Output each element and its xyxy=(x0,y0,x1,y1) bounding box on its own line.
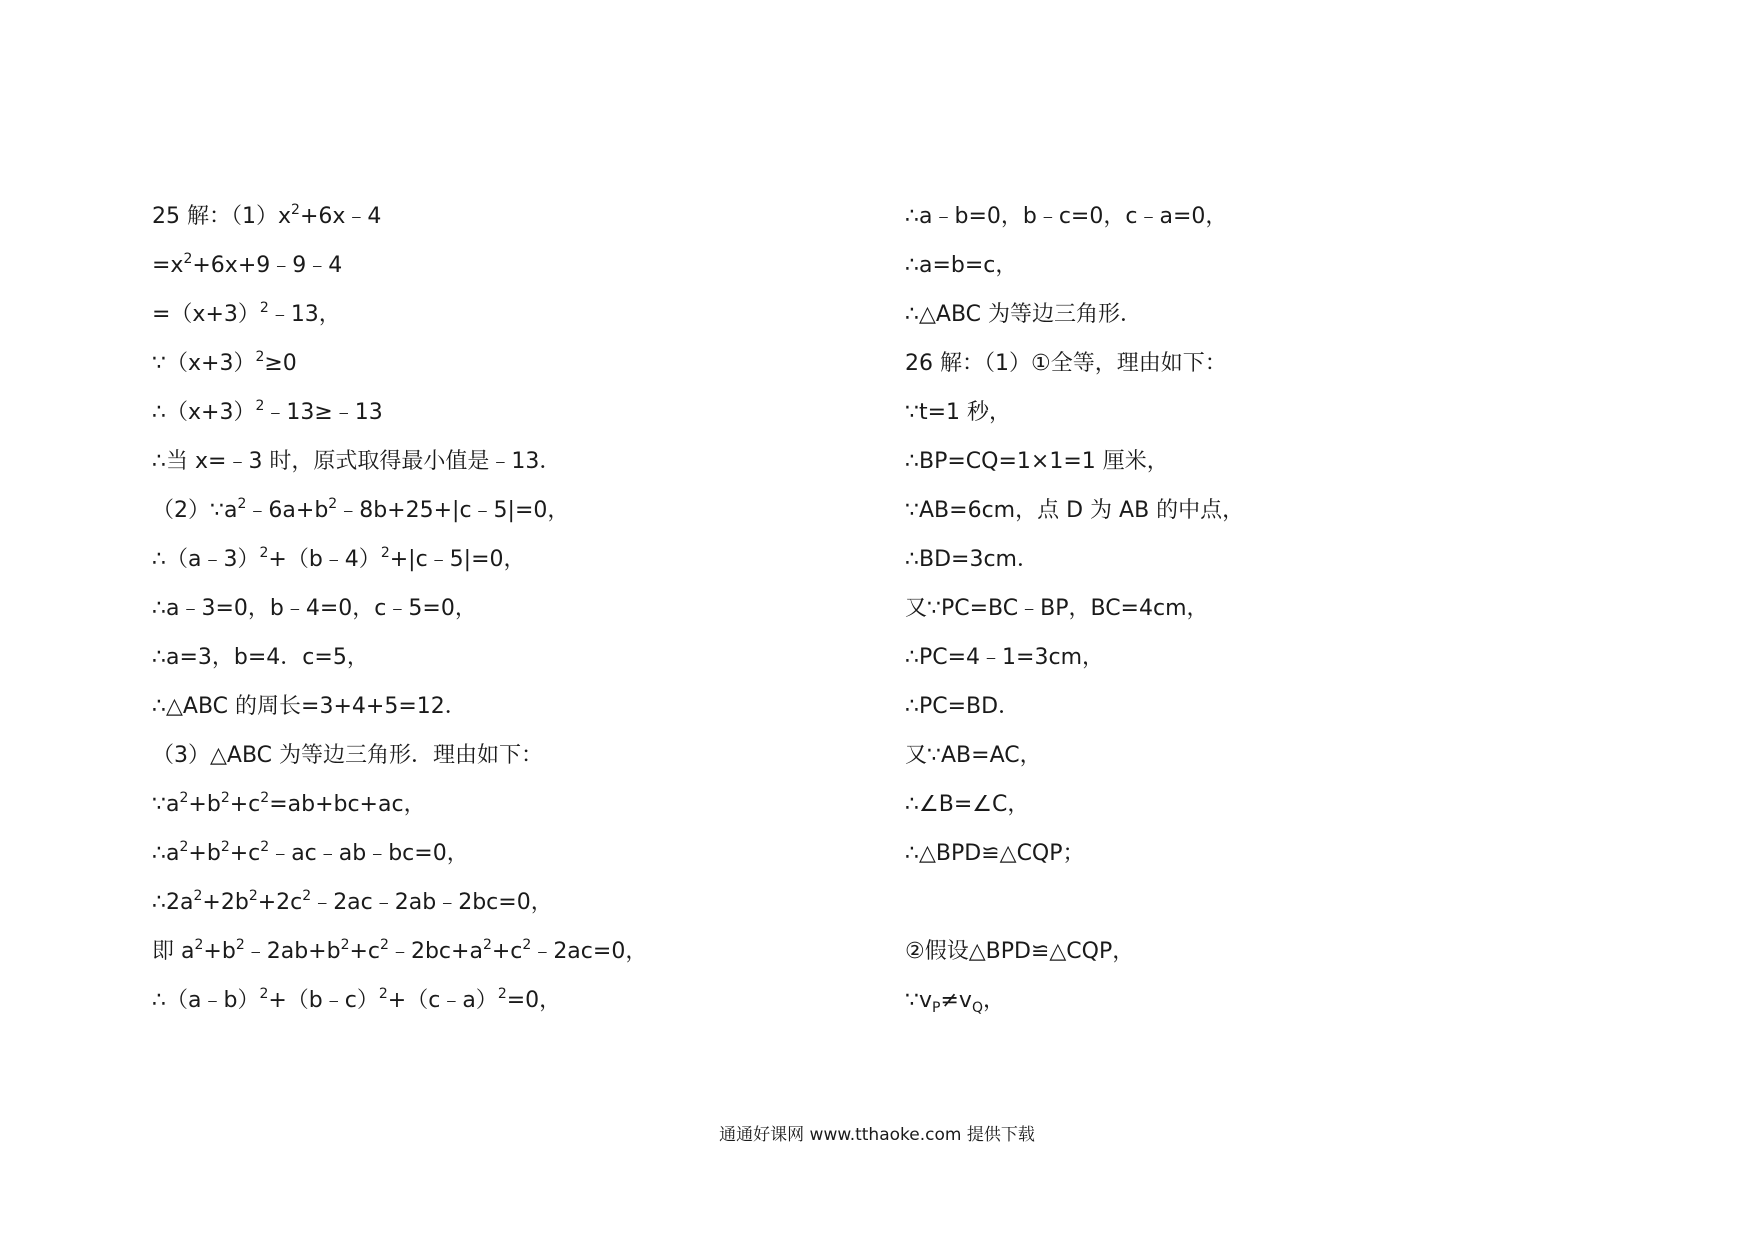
left-line: ∴（a﹣b）$^2$+（b﹣c）$^2$+（c﹣a）$^2$=0， xyxy=(152,986,562,1013)
right-line: ∴BD=3cm． xyxy=(905,547,1039,572)
right-line: ∴∠B=∠C， xyxy=(905,792,1030,817)
left-line: $=x^2+6x+9﹣9﹣4$ xyxy=(152,251,343,278)
left-line: ∴（a﹣3）$^2$+（b﹣4）$^2$+|c﹣5|=0， xyxy=(152,545,526,572)
left-line: $\therefore 2a^2+2b^2+2c^2﹣2ac﹣2ab﹣2bc=0$， xyxy=(152,888,553,915)
left-line: ∴a﹣3=0，b﹣4=0，c﹣5=0， xyxy=(152,596,477,621)
left-line: $(2)\because a^2﹣6a+b^2﹣8b+25+|c﹣5|=0$， xyxy=(152,496,570,523)
left-line: 即 $a^2+b^2﹣2ab+b^2+c^2﹣2bc+a^2+c^2﹣2ac=0$， xyxy=(152,937,648,964)
left-line: （3）△ABC 为等边三角形．理由如下： xyxy=(152,743,544,768)
footer-credit: 通通好课网 www.tthaoke.com 提供下载 xyxy=(719,1125,1035,1145)
left-line: ∴当 x=﹣3 时，原式取得最小值是﹣13． xyxy=(152,449,562,474)
right-line: ∴△ABC 为等边三角形． xyxy=(905,302,1143,327)
right-line: ∴PC=BD． xyxy=(905,694,1021,719)
right-column xyxy=(905,192,1625,1025)
left-line: $\therefore(x+3)^2﹣13\ge﹣13$ xyxy=(152,398,383,425)
right-line: ∴a=b=c， xyxy=(905,253,1018,278)
right-line: ∵AB=6cm，点 D 为 AB 的中点， xyxy=(905,498,1245,523)
right-line: ∴BP=CQ=1×1=1 厘米， xyxy=(905,449,1169,474)
left-line: ∴a=3，b=4．c=5， xyxy=(152,645,369,670)
right-line: ∴PC=4﹣1=3cm， xyxy=(905,645,1105,670)
left-line: $\because a^2+b^2+c^2=ab+bc+ac$， xyxy=(152,790,426,817)
left-line: $\because(x+3)^2\ge 0$ xyxy=(152,349,297,376)
right-line: 又∵PC=BC﹣BP，BC=4cm， xyxy=(905,596,1209,621)
right-line: ∵t=1 秒， xyxy=(905,400,1012,425)
right-line: ②假设△BPD≌△CQP， xyxy=(905,939,1135,964)
right-line: 26 解：（1）①全等，理由如下： xyxy=(905,351,1227,376)
left-line: 25 解：$(1)x^2+6x﹣4$ xyxy=(152,202,382,229)
left-line: ∴△ABC 的周长=3+4+5=12． xyxy=(152,694,467,719)
left-line: $\therefore a^2+b^2+c^2﹣ac﹣ab﹣bc=0$， xyxy=(152,839,469,866)
left-column xyxy=(152,192,872,1025)
right-line: 又∵AB=AC， xyxy=(905,743,1042,768)
right-line xyxy=(905,878,1625,927)
right-line: $\because v_P\ne v_Q$， xyxy=(905,988,1005,1016)
right-line: ∴△BPD≌△CQP； xyxy=(905,841,1085,866)
right-line: ∴a﹣b=0，b﹣c=0，c﹣a=0， xyxy=(905,204,1228,229)
left-line: $=(x+3)^2﹣13$， xyxy=(152,300,341,327)
